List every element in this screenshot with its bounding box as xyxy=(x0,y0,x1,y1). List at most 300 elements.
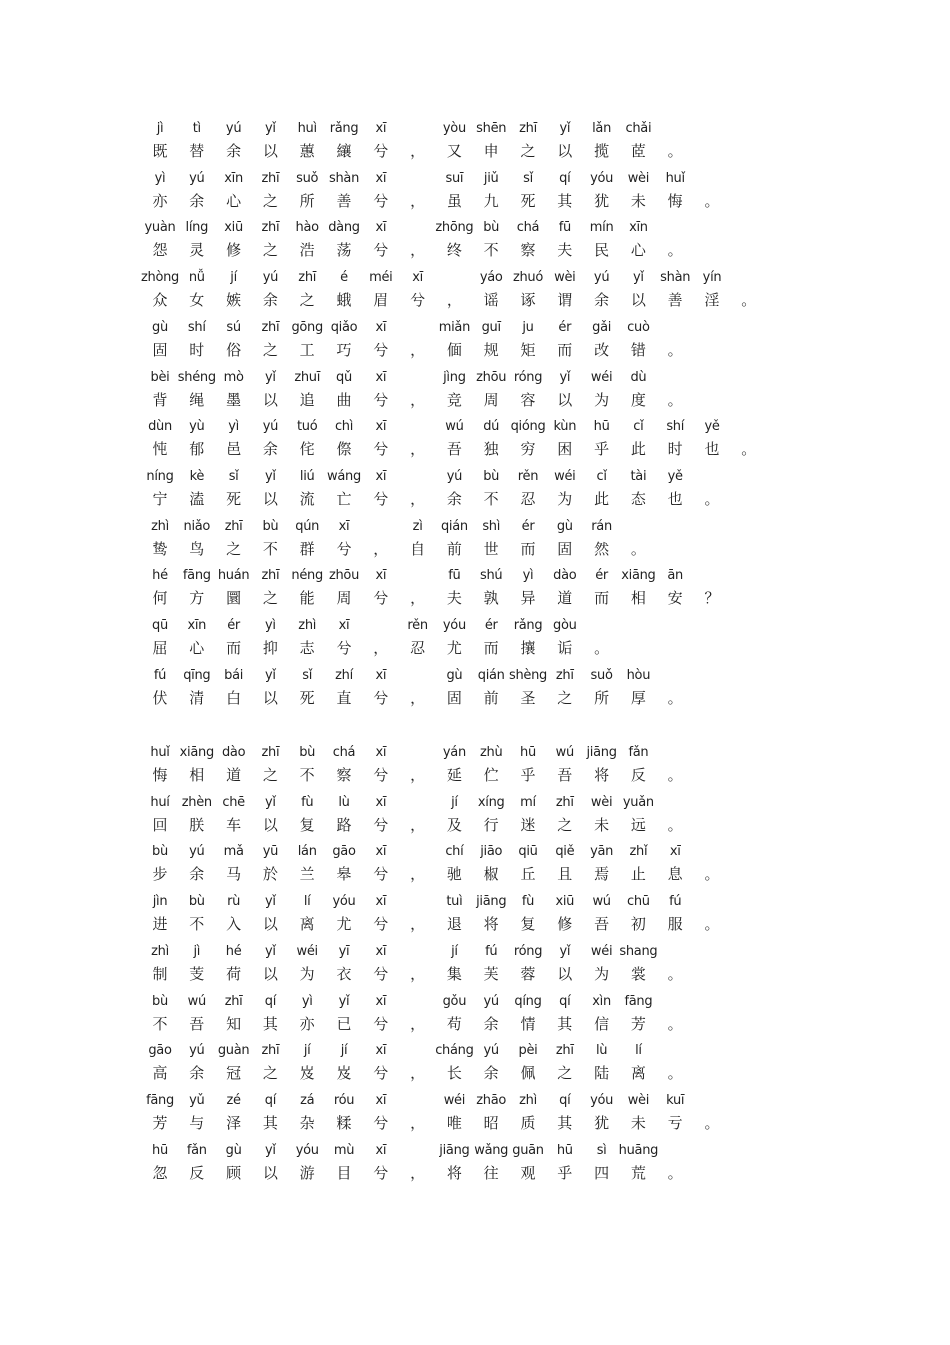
pinyin-syllable: yòu xyxy=(442,121,466,136)
hanzi-char: 而 xyxy=(594,589,610,608)
pinyin-syllable: rǎng xyxy=(513,618,543,633)
pinyin-syllable: huǐ xyxy=(665,170,685,186)
hanzi-char: ， xyxy=(410,142,426,160)
pinyin-syllable: chá xyxy=(516,220,540,236)
pinyin-syllable: sǐ xyxy=(523,170,533,186)
pinyin-syllable: zhōu xyxy=(476,369,507,385)
hanzi-char: 未 xyxy=(630,1113,646,1132)
hanzi-char: 蕙 xyxy=(299,142,315,160)
pinyin-syllable: bù xyxy=(483,220,500,236)
hanzi-char: 忳 xyxy=(152,440,168,459)
hanzi-char: 余 xyxy=(483,1014,499,1033)
hanzi-char: 集 xyxy=(446,964,462,983)
hanzi-char: 替 xyxy=(189,142,205,160)
pinyin-syllable: xiū xyxy=(224,220,243,236)
hanzi-char: 。 xyxy=(667,1064,683,1083)
hanzi-char: 困 xyxy=(557,440,573,459)
hanzi-char: 行 xyxy=(483,815,499,834)
hanzi-char: 蓉 xyxy=(520,964,536,983)
pinyin-syllable: jìn xyxy=(152,894,168,910)
verse-line xyxy=(0,1093,950,1137)
pinyin-syllable: cháng xyxy=(435,1043,474,1059)
pinyin-syllable: xī xyxy=(375,1043,387,1059)
hanzi-char: 延 xyxy=(446,766,462,784)
pinyin-syllable: néng xyxy=(291,568,323,584)
pinyin-syllable: chì xyxy=(334,419,354,435)
hanzi-char: 伏 xyxy=(152,688,168,707)
pinyin-syllable: ér xyxy=(595,568,608,584)
hanzi-char: 糅 xyxy=(336,1113,352,1132)
hanzi-char: ， xyxy=(373,639,389,657)
pinyin-syllable: xiāng xyxy=(179,745,214,760)
pinyin-syllable: xī xyxy=(375,993,387,1009)
pinyin-syllable: fǎn xyxy=(186,1142,207,1158)
pinyin-syllable: bù xyxy=(152,844,168,860)
hanzi-char: 偭 xyxy=(446,340,462,359)
pinyin-syllable: zhī xyxy=(261,1043,280,1059)
hanzi-char: 不 xyxy=(152,1014,168,1033)
hanzi-char: 。 xyxy=(704,489,720,508)
pinyin-syllable: xī xyxy=(375,568,387,584)
hanzi-char: ， xyxy=(410,964,426,983)
hanzi-char: 相 xyxy=(189,766,205,784)
hanzi-char: 虽 xyxy=(446,191,462,210)
hanzi-char: 郁 xyxy=(189,440,205,459)
pinyin-syllable: gǒu xyxy=(442,993,467,1009)
pinyin-syllable: xī xyxy=(338,618,350,633)
pinyin-syllable: qū xyxy=(152,618,168,633)
pinyin-syllable: shéng xyxy=(177,369,216,385)
hanzi-char: 制 xyxy=(152,964,168,983)
hanzi-char: 群 xyxy=(299,539,315,558)
verse-line xyxy=(0,519,950,563)
pinyin-syllable: yǐ xyxy=(265,1142,276,1158)
pinyin-syllable: yuàn xyxy=(144,220,176,236)
pinyin-syllable: dú xyxy=(483,419,500,435)
hanzi-char: 道 xyxy=(226,766,242,784)
hanzi-char: 不 xyxy=(483,241,499,260)
pinyin-syllable: qíng xyxy=(514,993,542,1009)
pinyin-syllable: ér xyxy=(227,618,240,633)
hanzi-char: 固 xyxy=(446,688,462,707)
pinyin-syllable: ér xyxy=(558,319,572,335)
hanzi-char: ， xyxy=(410,241,426,260)
pinyin-syllable: xī xyxy=(375,419,387,435)
verse-line xyxy=(0,894,950,938)
hanzi-char: 女 xyxy=(189,291,205,310)
hanzi-char: 乎 xyxy=(557,1163,573,1182)
hanzi-char: 察 xyxy=(336,766,352,784)
pinyin-syllable: yū xyxy=(262,844,279,860)
verse-line xyxy=(0,121,950,165)
hanzi-char: 时 xyxy=(189,340,205,359)
hanzi-char: 也 xyxy=(704,440,720,459)
pinyin-syllable: zé xyxy=(226,1092,241,1108)
hanzi-char: 抑 xyxy=(262,639,278,657)
hanzi-char: 及 xyxy=(446,815,462,834)
hanzi-char: 之 xyxy=(262,241,278,260)
pinyin-syllable: fú xyxy=(485,943,498,959)
hanzi-char: 之 xyxy=(262,191,278,210)
pinyin-syllable: lù xyxy=(595,1043,608,1059)
hanzi-char: 以 xyxy=(262,142,278,160)
pinyin-syllable: yǐ xyxy=(633,270,644,286)
hanzi-char: 情 xyxy=(520,1014,536,1033)
pinyin-syllable: xiū xyxy=(555,894,575,910)
hanzi-char: 其 xyxy=(262,1113,278,1132)
pinyin-syllable: huí xyxy=(150,794,170,810)
pinyin-syllable: shàn xyxy=(328,170,360,186)
pinyin-syllable: hū xyxy=(593,419,610,435)
hanzi-char: 不 xyxy=(299,766,315,784)
hanzi-char: 犹 xyxy=(594,1113,610,1132)
pinyin-syllable: bù xyxy=(299,745,316,760)
pinyin-syllable: qióng xyxy=(510,419,546,435)
hanzi-char: 余 xyxy=(189,191,205,210)
pinyin-syllable: mù xyxy=(333,1142,355,1158)
pinyin-syllable: méi xyxy=(369,270,393,286)
hanzi-char: 也 xyxy=(667,489,683,508)
pinyin-syllable: qiū xyxy=(518,844,538,860)
hanzi-char: 兮 xyxy=(373,241,389,260)
pinyin-syllable: wú xyxy=(187,993,206,1009)
pinyin-syllable: qiǎo xyxy=(330,319,358,335)
hanzi-char: 其 xyxy=(262,1014,278,1033)
hanzi-char: 自 xyxy=(410,539,426,558)
hanzi-char: 退 xyxy=(446,915,462,934)
pinyin-syllable: lí xyxy=(303,894,311,910)
hanzi-char: 未 xyxy=(594,815,610,834)
pinyin-syllable: yú xyxy=(262,419,279,435)
pinyin-syllable: qí xyxy=(264,1092,277,1108)
pinyin-syllable: chē xyxy=(222,794,245,810)
pinyin-syllable: fāng xyxy=(146,1092,174,1108)
pinyin-syllable: jiāo xyxy=(480,844,503,860)
hanzi-char: 鸷 xyxy=(152,539,168,558)
hanzi-char: 九 xyxy=(483,191,499,210)
pinyin-syllable: yú xyxy=(483,993,499,1009)
pinyin-syllable: fú xyxy=(669,894,682,910)
verse-line xyxy=(0,745,950,789)
hanzi-char: 之 xyxy=(262,1064,278,1083)
hanzi-char: 驰 xyxy=(446,865,462,884)
hanzi-char: 兮 xyxy=(373,489,389,508)
hanzi-char: ， xyxy=(446,291,462,310)
pinyin-syllable: zhù xyxy=(479,745,503,760)
pinyin-syllable: zhì xyxy=(151,518,169,534)
hanzi-char: 尤 xyxy=(336,915,352,934)
pinyin-syllable: tuì xyxy=(446,894,463,910)
pinyin-syllable: jìng xyxy=(443,369,466,385)
hanzi-char: 兮 xyxy=(373,142,389,160)
hanzi-char: 将 xyxy=(446,1163,462,1182)
verse-line xyxy=(0,795,950,839)
pinyin-syllable: yān xyxy=(590,844,614,860)
hanzi-char: 。 xyxy=(667,241,683,260)
pinyin-syllable: tì xyxy=(192,121,201,136)
pinyin-syllable: lí xyxy=(635,1043,642,1059)
hanzi-char: 伫 xyxy=(483,766,499,784)
pinyin-syllable: wú xyxy=(445,419,464,435)
hanzi-char: 杂 xyxy=(299,1113,315,1132)
pinyin-syllable: dào xyxy=(553,568,577,584)
pinyin-syllable: xīn xyxy=(629,220,648,236)
pinyin-syllable: guān xyxy=(512,1142,544,1158)
pinyin-syllable: gāo xyxy=(148,1043,172,1059)
hanzi-char: 以 xyxy=(262,688,278,707)
hanzi-char: 诟 xyxy=(557,639,573,657)
pinyin-syllable: zhī xyxy=(555,794,574,810)
hanzi-char: 以 xyxy=(262,915,278,934)
hanzi-char: ， xyxy=(410,340,426,359)
pinyin-syllable: yú xyxy=(593,270,610,286)
pinyin-syllable: yáo xyxy=(479,270,503,286)
hanzi-char: 以 xyxy=(262,815,278,834)
hanzi-char: 淫 xyxy=(704,291,720,310)
pinyin-syllable: yán xyxy=(442,745,466,760)
hanzi-char: 孰 xyxy=(483,589,499,608)
hanzi-char: 巧 xyxy=(336,340,352,359)
hanzi-char: 焉 xyxy=(594,865,610,884)
pinyin-syllable: suǒ xyxy=(296,170,319,186)
hanzi-char: ， xyxy=(410,1064,426,1083)
pinyin-syllable: wéi xyxy=(554,468,576,484)
hanzi-char: 错 xyxy=(630,340,646,359)
pinyin-syllable: jiāng xyxy=(476,894,507,910)
pinyin-syllable: qián xyxy=(440,518,468,534)
hanzi-char: 芙 xyxy=(483,964,499,983)
hanzi-char: 余 xyxy=(226,142,242,160)
verse-line xyxy=(0,220,950,264)
pinyin-syllable: xìn xyxy=(592,993,611,1009)
pinyin-syllable: bù xyxy=(188,894,205,910)
hanzi-char: 四 xyxy=(594,1163,610,1182)
pinyin-syllable: ju xyxy=(522,319,534,335)
hanzi-char: 背 xyxy=(152,390,168,409)
pinyin-syllable: wú xyxy=(555,745,574,760)
verse-line xyxy=(0,994,950,1038)
pinyin-syllable: qún xyxy=(295,518,320,534)
verse-line xyxy=(0,1043,950,1087)
hanzi-char: 顾 xyxy=(226,1163,242,1182)
hanzi-char: 。 xyxy=(667,390,683,409)
pinyin-syllable: yóu xyxy=(295,1142,319,1158)
pinyin-syllable: gòu xyxy=(553,618,577,633)
hanzi-char: 方 xyxy=(189,589,205,608)
pinyin-syllable: yǐ xyxy=(265,943,276,959)
pinyin-syllable: zhī xyxy=(261,170,280,186)
hanzi-char: 荒 xyxy=(630,1163,646,1182)
hanzi-char: 之 xyxy=(262,589,278,608)
hanzi-char: 之 xyxy=(226,539,242,558)
pinyin-syllable: yì xyxy=(154,170,166,186)
pinyin-syllable: zhāo xyxy=(476,1092,507,1108)
hanzi-char: 兮 xyxy=(373,440,389,459)
hanzi-char: 纕 xyxy=(336,142,352,160)
hanzi-char: 兰 xyxy=(299,865,315,884)
hanzi-char: 圜 xyxy=(226,589,242,608)
pinyin-syllable: xī xyxy=(375,468,387,484)
pinyin-syllable: chū xyxy=(627,894,650,910)
pinyin-syllable: zhī xyxy=(261,319,280,335)
pinyin-syllable: yóu xyxy=(590,1092,614,1108)
hanzi-char: 独 xyxy=(483,440,499,459)
verse-line xyxy=(0,270,950,314)
pinyin-syllable: dùn xyxy=(148,419,172,435)
verse-line xyxy=(0,171,950,215)
pinyin-syllable: yù xyxy=(189,419,205,435)
hanzi-char: ， xyxy=(373,539,389,558)
hanzi-char: 复 xyxy=(299,815,315,834)
verse-line xyxy=(0,469,950,513)
pinyin-syllable: xíng xyxy=(477,794,505,810)
pinyin-syllable: lǎn xyxy=(592,121,612,136)
pinyin-syllable: wéi xyxy=(443,1092,466,1108)
hanzi-char: 。 xyxy=(667,688,683,707)
pinyin-syllable: zhī xyxy=(224,993,243,1009)
hanzi-char: 之 xyxy=(557,688,573,707)
hanzi-char: 周 xyxy=(483,390,499,409)
pinyin-syllable: kuī xyxy=(666,1092,685,1108)
hanzi-char: 芳 xyxy=(630,1014,646,1033)
pinyin-syllable: pèi xyxy=(518,1043,538,1059)
hanzi-char: 泽 xyxy=(226,1113,242,1132)
pinyin-syllable: mín xyxy=(589,220,614,236)
pinyin-syllable: zhī xyxy=(261,568,280,584)
hanzi-char: 修 xyxy=(226,241,242,260)
pinyin-syllable: rěn xyxy=(407,618,428,633)
pinyin-syllable: jiāng xyxy=(586,745,617,760)
pinyin-syllable: bèi xyxy=(150,369,170,385)
hanzi-char: 为 xyxy=(594,390,610,409)
pinyin-syllable: yóu xyxy=(590,170,614,186)
pinyin-syllable: yóu xyxy=(442,618,466,633)
pinyin-syllable: fù xyxy=(301,794,314,810)
hanzi-char: ， xyxy=(410,1163,426,1182)
hanzi-char: 与 xyxy=(189,1113,205,1132)
hanzi-char: 终 xyxy=(446,241,462,260)
hanzi-char: 志 xyxy=(299,639,315,657)
pinyin-syllable: yú xyxy=(483,1043,499,1059)
pinyin-syllable: miǎn xyxy=(438,319,471,335)
pinyin-syllable: dàng xyxy=(328,220,360,236)
hanzi-char: 所 xyxy=(594,688,610,707)
pinyin-syllable: xī xyxy=(375,1092,387,1108)
hanzi-char: 不 xyxy=(483,489,499,508)
hanzi-char: 兮 xyxy=(373,915,389,934)
pinyin-syllable: fāng xyxy=(182,568,211,584)
hanzi-char: 此 xyxy=(630,440,646,459)
pinyin-syllable: dào xyxy=(221,745,246,760)
hanzi-char: 兮 xyxy=(373,766,389,784)
pinyin-syllable: wèi xyxy=(554,270,576,286)
pinyin-syllable: líng xyxy=(185,220,209,236)
hanzi-char: 兮 xyxy=(373,1113,389,1132)
hanzi-char: 俗 xyxy=(226,340,242,359)
hanzi-char: 安 xyxy=(667,589,683,608)
hanzi-char: 。 xyxy=(704,865,720,884)
hanzi-char: 高 xyxy=(152,1064,168,1083)
hanzi-char: 。 xyxy=(667,766,683,784)
hanzi-char: 皋 xyxy=(336,865,352,884)
hanzi-char: 而 xyxy=(483,639,499,657)
hanzi-char: 於 xyxy=(262,865,278,884)
hanzi-char: 嫉 xyxy=(226,291,242,310)
pinyin-syllable: jí xyxy=(303,1043,311,1059)
pinyin-syllable: qīng xyxy=(183,667,211,683)
hanzi-char: 所 xyxy=(299,191,315,210)
pinyin-syllable: hé xyxy=(152,568,168,584)
pinyin-syllable: fǎn xyxy=(628,745,649,760)
pinyin-syllable: hū xyxy=(152,1142,168,1158)
hanzi-char: 以 xyxy=(262,1163,278,1182)
pinyin-syllable: hū xyxy=(556,1142,573,1158)
pinyin-syllable: jiāng xyxy=(439,1142,470,1158)
hanzi-char: 以 xyxy=(557,390,573,409)
hanzi-char: 吾 xyxy=(189,1014,205,1033)
pinyin-syllable: jí xyxy=(340,1043,348,1059)
hanzi-char: 固 xyxy=(152,340,168,359)
hanzi-char: 兮 xyxy=(373,964,389,983)
pinyin-syllable: tuó xyxy=(296,419,318,435)
hanzi-char: 衣 xyxy=(336,964,352,983)
pinyin-syllable: wèi xyxy=(590,794,613,810)
pinyin-syllable: gù xyxy=(152,319,168,335)
pinyin-syllable: mò xyxy=(223,369,244,385)
hanzi-char: ， xyxy=(410,489,426,508)
pinyin-syllable: yú xyxy=(446,468,463,484)
pinyin-syllable: zhèn xyxy=(181,794,212,810)
hanzi-char: 乎 xyxy=(594,440,610,459)
pinyin-syllable: qiě xyxy=(555,844,575,860)
hanzi-char: 忽 xyxy=(152,1163,168,1182)
hanzi-char: ， xyxy=(410,815,426,834)
hanzi-char: 之 xyxy=(557,815,573,834)
pinyin-syllable: jì xyxy=(193,943,201,959)
hanzi-char: 复 xyxy=(520,915,536,934)
hanzi-char: ， xyxy=(410,1113,426,1132)
hanzi-char: 道 xyxy=(557,589,573,608)
hanzi-char: 将 xyxy=(594,766,610,784)
pinyin-syllable: xī xyxy=(375,943,387,959)
pinyin-syllable: zhí xyxy=(335,667,353,683)
pinyin-syllable: kùn xyxy=(553,419,577,435)
pinyin-syllable: fāng xyxy=(624,993,653,1009)
pinyin-syllable: yì xyxy=(265,618,276,633)
hanzi-char: 余 xyxy=(262,440,278,459)
hanzi-char: 吾 xyxy=(446,440,462,459)
hanzi-char: 。 xyxy=(667,964,683,983)
hanzi-char: ， xyxy=(410,865,426,884)
hanzi-char: 死 xyxy=(226,489,242,508)
hanzi-char: 往 xyxy=(483,1163,499,1182)
pinyin-syllable: ān xyxy=(667,568,683,584)
pinyin-syllable: jiǔ xyxy=(483,170,499,186)
pinyin-syllable: qí xyxy=(264,993,277,1009)
pinyin-syllable: hé xyxy=(225,943,242,959)
hanzi-char: 夫 xyxy=(557,241,573,260)
hanzi-char: 乎 xyxy=(520,766,536,784)
verse-line xyxy=(0,844,950,888)
pinyin-syllable: yǔ xyxy=(189,1092,205,1108)
pinyin-syllable: guī xyxy=(481,319,501,335)
hanzi-char: 曲 xyxy=(336,390,352,409)
hanzi-char: 亏 xyxy=(667,1113,683,1132)
hanzi-char: 初 xyxy=(630,915,646,934)
pinyin-syllable: chǎi xyxy=(625,121,652,136)
pinyin-syllable: yǐ xyxy=(338,993,350,1009)
pinyin-syllable: bù xyxy=(483,468,500,484)
